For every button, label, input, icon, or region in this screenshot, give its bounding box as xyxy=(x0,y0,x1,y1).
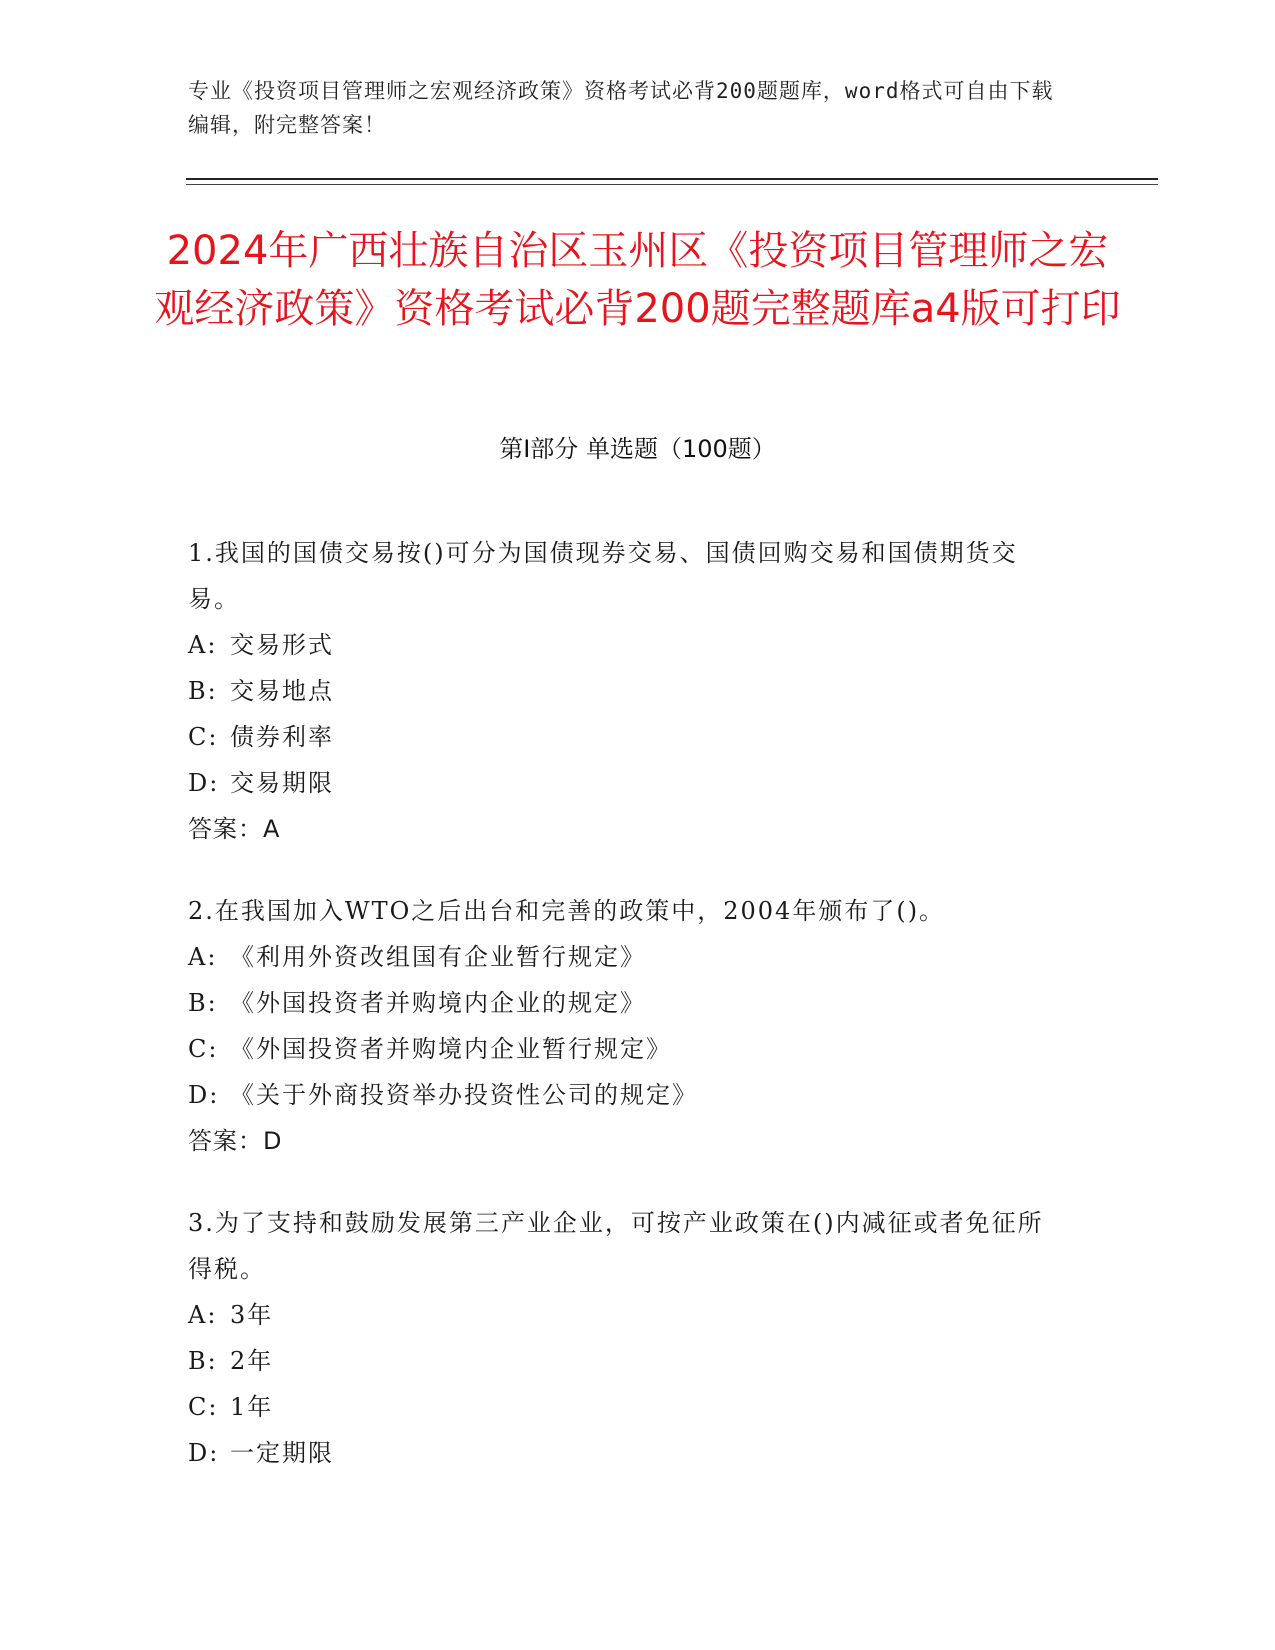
header-note: 专业《投资项目管理师之宏观经济政策》资格考试必背200题题库，word格式可自由下载编辑，附完整答案！ xyxy=(188,79,1054,137)
option-text: 一定期限 xyxy=(230,1439,334,1467)
answer-line: 答案：D xyxy=(188,1127,283,1155)
option-letter: B: xyxy=(188,1347,218,1375)
option-d xyxy=(188,1072,1068,1118)
option-letter: A: xyxy=(188,631,218,659)
option-a xyxy=(188,934,1068,980)
option-c xyxy=(188,714,1068,760)
option-b xyxy=(188,668,1068,714)
option-b xyxy=(188,1338,1068,1384)
question-stem: 3.为了支持和鼓励发展第三产业企业，可按产业政策在()内减征或者免征所得税。 xyxy=(188,1209,1044,1283)
option-letter: A: xyxy=(188,1301,218,1329)
document-title: 2024年广西壮族自治区玉州区《投资项目管理师之宏观经济政策》资格考试必背200题完整题库a4版可打印 xyxy=(154,228,1121,332)
option-text: 《利用外资改组国有企业暂行规定》 xyxy=(230,943,646,971)
option-text: 1年 xyxy=(230,1393,274,1421)
option-letter: C: xyxy=(188,1035,219,1063)
option-text: 债券利率 xyxy=(230,723,334,751)
question-item xyxy=(188,1200,1068,1476)
option-letter: B: xyxy=(188,677,218,705)
option-d xyxy=(188,1430,1068,1476)
header-divider-thick xyxy=(186,178,1158,180)
option-text: 《关于外商投资举办投资性公司的规定》 xyxy=(230,1081,698,1109)
option-letter: D: xyxy=(188,1081,220,1109)
option-letter: C: xyxy=(188,723,219,751)
option-letter: C: xyxy=(188,1393,219,1421)
option-text: 《外国投资者并购境内企业暂行规定》 xyxy=(230,1035,672,1063)
option-a xyxy=(188,622,1068,668)
answer-line: 答案：A xyxy=(188,815,281,843)
option-text: 交易形式 xyxy=(230,631,334,659)
question-item xyxy=(188,888,1068,1164)
option-a xyxy=(188,1292,1068,1338)
section-title: 第Ⅰ部分 单选题（100题） xyxy=(499,435,776,463)
option-letter: D: xyxy=(188,769,220,797)
question-stem: 2.在我国加入WTO之后出台和完善的政策中，2004年颁布了()。 xyxy=(188,897,946,925)
option-text: 交易期限 xyxy=(230,769,334,797)
option-d xyxy=(188,760,1068,806)
question-list xyxy=(188,530,1068,1512)
option-b xyxy=(188,980,1068,1026)
option-text: 交易地点 xyxy=(230,677,334,705)
question-stem: 1.我国的国债交易按()可分为国债现券交易、国债回购交易和国债期货交易。 xyxy=(188,539,1018,613)
option-letter: A: xyxy=(188,943,218,971)
option-text: 《外国投资者并购境内企业的规定》 xyxy=(230,989,646,1017)
option-letter: B: xyxy=(188,989,218,1017)
header-divider-thin xyxy=(186,184,1158,185)
option-c xyxy=(188,1384,1068,1430)
question-item xyxy=(188,530,1068,852)
option-text: 2年 xyxy=(230,1347,274,1375)
option-letter: D: xyxy=(188,1439,220,1467)
option-c xyxy=(188,1026,1068,1072)
option-text: 3年 xyxy=(230,1301,274,1329)
